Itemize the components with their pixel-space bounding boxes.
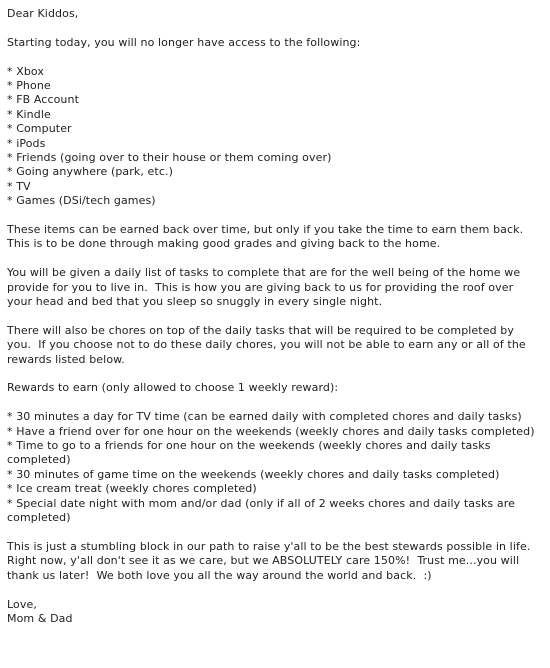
intro-paragraph: Starting today, you will no longer have access to the following: <box>7 35 361 49</box>
earn-back-paragraph: These items can be earned back over time, but only if you take the time to earn them back. This is to be done through making good grades and giving back to the home. <box>7 223 531 251</box>
spacer <box>7 209 540 223</box>
signoff: Love, <box>7 597 37 611</box>
greeting: Dear Kiddos, <box>7 7 79 20</box>
list-item: * Phone <box>7 79 51 92</box>
spacer <box>7 309 540 323</box>
spacer <box>7 50 540 64</box>
spacer <box>7 21 540 35</box>
spacer <box>7 367 540 381</box>
list-item: * Games (DSi/tech games) <box>7 194 156 208</box>
list-item: * Have a friend over for one hour on the weekends (weekly chores and daily tasks completed) <box>7 424 535 438</box>
revoked-items-list <box>7 65 540 209</box>
signature: Mom & Dad <box>7 611 73 625</box>
rewards-heading: Rewards to earn (only allowed to choose 1 weekly reward): <box>7 381 339 395</box>
list-item: * Xbox <box>7 64 45 78</box>
list-item: * FB Account <box>7 93 79 107</box>
list-item: * 30 minutes a day for TV time (can be earned daily with completed chores and daily tasks) <box>7 410 522 424</box>
list-item: * Special date night with mom and/or dad (only if all of 2 weeks chores and daily tasks are completed) <box>7 496 519 525</box>
list-item: * Computer <box>7 122 72 136</box>
spacer <box>7 252 540 266</box>
spacer <box>7 583 540 597</box>
daily-tasks-paragraph: You will be given a daily list of tasks to complete that are for the well being of the home we provide for you to live in. This is how you are giving back to us for providing the roof over your head and bed that you sleep so snuggly in every single night. <box>7 266 524 309</box>
chores-paragraph: There will also be chores on top of the daily tasks that will be required to be completed by you. If you choose not to do these daily chores, you will not be able to earn any or all of the rewards listed below. <box>7 323 530 366</box>
list-item: * 30 minutes of game time on the weekends (weekly chores and daily tasks completed) <box>7 467 500 481</box>
list-item: * Time to go to a friends for one hour on the weekends (weekly chores and daily tasks completed) <box>7 439 495 467</box>
list-item: * Friends (going over to their house or them coming over) <box>7 151 332 165</box>
list-item: * Ice cream treat (weekly chores completed) <box>7 482 257 496</box>
list-item: * iPods <box>7 136 46 150</box>
spacer <box>7 396 540 410</box>
list-item: * TV <box>7 179 31 193</box>
spacer <box>7 526 540 540</box>
list-item: * Going anywhere (park, etc.) <box>7 165 173 179</box>
rewards-list <box>7 410 540 525</box>
list-item: * Kindle <box>7 107 51 121</box>
closing-paragraph: This is just a stumbling block in our path to raise y'all to be the best stewards possible in life. Right now, y'all don't see it as we care, but we ABSOLUTELY care 150%! Trust me...you will thank us later! We both love you all the way around the world and back. :) <box>7 539 538 582</box>
